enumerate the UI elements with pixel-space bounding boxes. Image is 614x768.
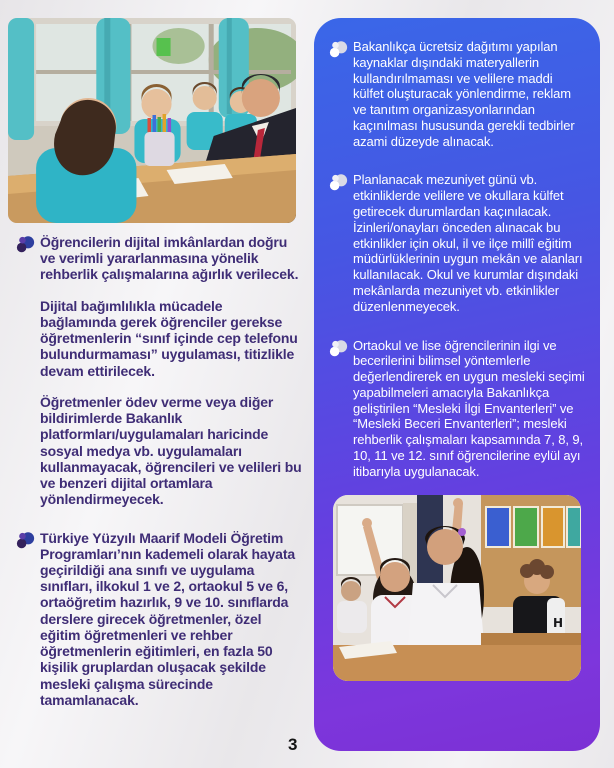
- panel-bullet-2: [329, 172, 585, 314]
- panel-bullet-1: [329, 39, 585, 149]
- panel-bullet-3: [329, 338, 585, 480]
- molecule-bullet-icon: [329, 338, 353, 358]
- molecule-bullet-icon: [16, 530, 40, 550]
- classroom-photo-top-illustration: [8, 18, 296, 223]
- panel-bullet-2-text: Planlanacak mezuniyet günü vb. etkinliklerde velilere ve okullara külfet getirecek durumlardan kaçınılacak. İzinleri/onayları önceden alınacak bu etkinlikler için okul, il ve ilçe millî eğitim müdürlüklerinin uygun mekân ve alanları kullanılacak. Okul ve kurumlar dışındaki mekânlarda mezuniyet vb. etkinlikler düzenlenmeyecek.: [353, 172, 583, 314]
- classroom-photo-top: [8, 18, 296, 223]
- left-bullet-1: [16, 234, 302, 508]
- svg-text:H: H: [553, 615, 563, 630]
- molecule-bullet-icon: [329, 39, 353, 59]
- panel-bullet-1-text: Bakanlıkça ücretsiz dağıtımı yapılan kaynaklar dışındaki materyallerin kullandırılmaması ve velilere maddi külfet oluşturacak yönlendirme, reklam ve tanıtım organizasyonlarından kaçınılması hususunda gerekli tedbirler azami düzeyde alınacak.: [353, 39, 575, 149]
- page-number: 3: [288, 735, 298, 754]
- left-bullet-1-body: [40, 234, 302, 508]
- left-text-column: [16, 234, 302, 708]
- classroom-photo-bottom: [333, 495, 581, 681]
- panel-bullet-3-text: Ortaokul ve lise öğrencilerinin ilgi ve becerilerini bilimsel yöntemlerle değerlendirerek en uygun mesleki seçimi yapabilmeleri amacıyla Bakanlıkça geliştirilen “Mesleki İlgi Envanterleri” ve “Mesleki Beceri Envanterleri”; mesleki rehberlik çalışmaları kapsamında 7, 8, 9, 10, 11 ve 12. sınıf öğrencilerine eylül ayı itibarıyla uygulanacak.: [353, 337, 585, 479]
- left-bullet-1-paragraph-2: Dijital bağımlılıkla mücadele bağlamında gerek öğrenciler gerekse öğretmenlerin “sınıf içinde cep telefonu bulundurmaması” uygulaması, titizlikle devam ettirilecek.: [40, 297, 298, 379]
- right-gradient-panel: [314, 18, 600, 751]
- left-bullet-1-paragraph-1: Öğrencilerin dijital imkânlardan doğru ve verimli yararlanmasına yönelik rehberlik çalışmalarına ağırlık verilecek.: [40, 234, 299, 283]
- molecule-bullet-icon: [16, 234, 40, 254]
- left-bullet-2: [16, 530, 302, 709]
- classroom-photo-bottom-illustration: [333, 495, 581, 681]
- left-bullet-2-body: [40, 530, 302, 709]
- left-bullet-2-paragraph-1: Türkiye Yüzyılı Maarif Modeli Öğretim Programları’nın kademeli olarak hayata geçirildiği ana sınıfı ve uygulama sınıfları, ilkokul 1 ve 2, ortaokul 5 ve 6, ortaöğretim hazırlık, 9 ve 10. sınıflarda derslere girecek öğretmenler, özel eğitim öğretmenleri ve rehber öğretmenlerin eğitimleri, en fazla 50 kişilik gruplardan oluşacak şekilde mesleki çalışma sürecinde tamamlanacak.: [40, 529, 295, 708]
- left-bullet-1-paragraph-3: Öğretmenler ödev verme veya diğer bildirimlerde Bakanlık platformları/uygulamaları haricinde sosyal medya vb. uygulamaları kullanmayacak, öğrencileri ve velileri bu ve benzeri dijital ortamlara yönlendirmeyecek.: [40, 393, 302, 508]
- molecule-bullet-icon: [329, 172, 353, 192]
